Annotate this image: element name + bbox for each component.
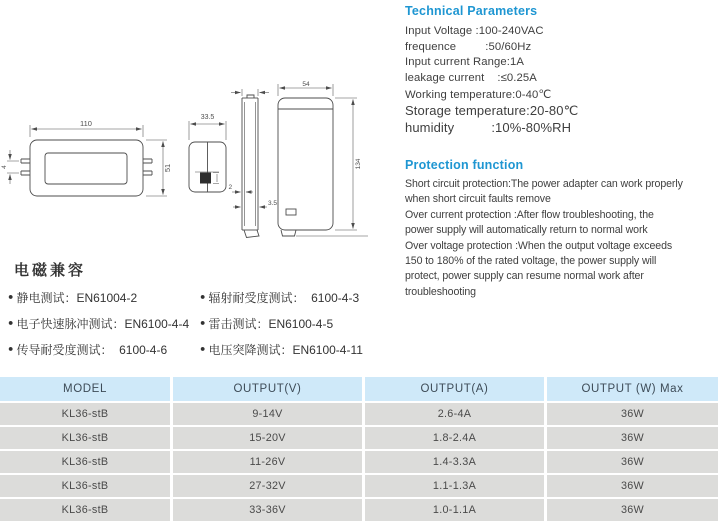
bullet-icon: ●: [8, 317, 14, 328]
protection-line: troubleshooting: [405, 285, 476, 298]
table-cell-amps: 1.0-1.1A: [365, 499, 544, 521]
side-profile-outline: [242, 95, 259, 238]
technical-parameters-section: [405, 4, 718, 137]
dim-front-width: 110: [80, 119, 92, 128]
front-view-outline: [21, 140, 152, 196]
table-cell-amps: 1.8-2.4A: [365, 427, 544, 449]
emc-item-fast-pulse-test: [8, 310, 200, 336]
table-cell-model: KL36-stB: [0, 451, 170, 473]
tech-param-humidity: humidity :10%-80%RH: [405, 120, 572, 136]
emc-item-conduction-test: [8, 336, 200, 362]
table-cell-volts: 11-26V: [173, 451, 362, 473]
table-cell-volts: 27-32V: [173, 475, 362, 497]
bullet-icon: ●: [200, 317, 206, 328]
emc-item-label: 传导耐受度测试： 6100-4-6: [16, 342, 168, 357]
front-view-drawing: [0, 112, 180, 240]
table-header-output-v: OUTPUT(V): [173, 377, 362, 401]
table-cell-volts: 9-14V: [173, 403, 362, 425]
table-cell-model: KL36-stB: [0, 475, 170, 497]
dim-side-height: 134: [355, 158, 362, 170]
table-cell-volts: 33-36V: [173, 499, 362, 521]
bullet-icon: ●: [8, 343, 14, 354]
table-cell-amps: 1.4-3.3A: [365, 451, 544, 473]
emc-item-radiation-test: [200, 284, 363, 310]
protection-line: protect, power supply can resume normal work after: [405, 270, 644, 283]
side-view-dim-lines: [278, 84, 357, 230]
side-view-drawing: [272, 78, 368, 240]
dim-top-width: 33.5: [200, 114, 215, 121]
emc-item-label: 电子快速脉冲测试：EN6100-4-4: [16, 316, 190, 331]
emc-items: [8, 284, 363, 362]
tech-param-leakage: leakage current :≤0.25A: [405, 72, 537, 85]
protection-line: power supply will automatically return to normal work: [405, 224, 648, 237]
bullet-icon: ●: [200, 291, 206, 302]
top-view-outline: [189, 142, 226, 192]
tech-param-working-temp: Working temperature:0-40℃: [405, 88, 552, 101]
dim-profile-foot: 3.5: [268, 200, 278, 207]
table-cell-watts: 36W: [547, 427, 718, 449]
table-cell-amps: 2.6-4A: [365, 403, 544, 425]
emc-item-lightning-test: [200, 310, 363, 336]
table-cell-model: KL36-stB: [0, 403, 170, 425]
technical-parameters-title: Technical Parameters: [405, 4, 538, 18]
protection-function-title: Protection function: [405, 158, 524, 172]
emc-item-label: 静电测试：EN61004-2: [16, 290, 138, 305]
protection-line: 150 to 180% of the rated voltage, the power supply will: [405, 255, 657, 268]
emc-item-label: 电压突降测试：EN6100-4-11: [208, 342, 363, 357]
emc-item-voltage-dip-test: [200, 336, 363, 362]
emc-item-static-test: [8, 284, 200, 310]
table-cell-model: KL36-stB: [0, 427, 170, 449]
table-cell-watts: 36W: [547, 475, 718, 497]
table-cell-volts: 15-20V: [173, 427, 362, 449]
table-cell-watts: 36W: [547, 499, 718, 521]
table-cell-model: KL36-stB: [0, 499, 170, 521]
table-cell-amps: 1.1-1.3A: [365, 475, 544, 497]
tech-param-input-voltage: Input Voltage :100-240VAC: [405, 25, 544, 37]
bullet-icon: ●: [8, 291, 14, 302]
tech-param-frequency: frequence :50/60Hz: [405, 40, 532, 53]
protection-line: Short circuit protection:The power adapter can work properly: [405, 178, 683, 190]
protection-line: Over current protection :After flow troubleshooting, the: [405, 208, 654, 221]
table-cell-watts: 36W: [547, 403, 718, 425]
table-header-model: MODEL: [0, 377, 170, 401]
dim-front-height: 51: [163, 163, 172, 173]
output-spec-table: [0, 377, 718, 521]
tech-param-input-current: Input current Range:1A: [405, 56, 525, 69]
protection-line: Over voltage protection :When the output voltage exceeds: [405, 239, 673, 252]
protection-function-section: [405, 158, 718, 300]
bullet-icon: ●: [200, 343, 206, 354]
table-header-output-w: OUTPUT (W) Max: [547, 377, 718, 401]
dim-side-width: 54: [302, 81, 310, 88]
side-profile-dim-lines: [228, 89, 269, 207]
emc-item-label: 雷击测试：EN6100-4-5: [208, 316, 334, 331]
dim-profile-wall: 2: [228, 184, 233, 191]
table-cell-watts: 36W: [547, 451, 718, 473]
dim-front-pin: 4: [1, 165, 8, 169]
table-header-output-a: OUTPUT(A): [365, 377, 544, 401]
emc-item-label: 辐射耐受度测试： 6100-4-3: [208, 290, 360, 305]
emc-title: 电磁兼容: [14, 262, 87, 279]
protection-line: when short circuit faults remove: [405, 193, 551, 206]
tech-param-storage-temp: Storage temperature:20-80℃: [405, 103, 579, 119]
